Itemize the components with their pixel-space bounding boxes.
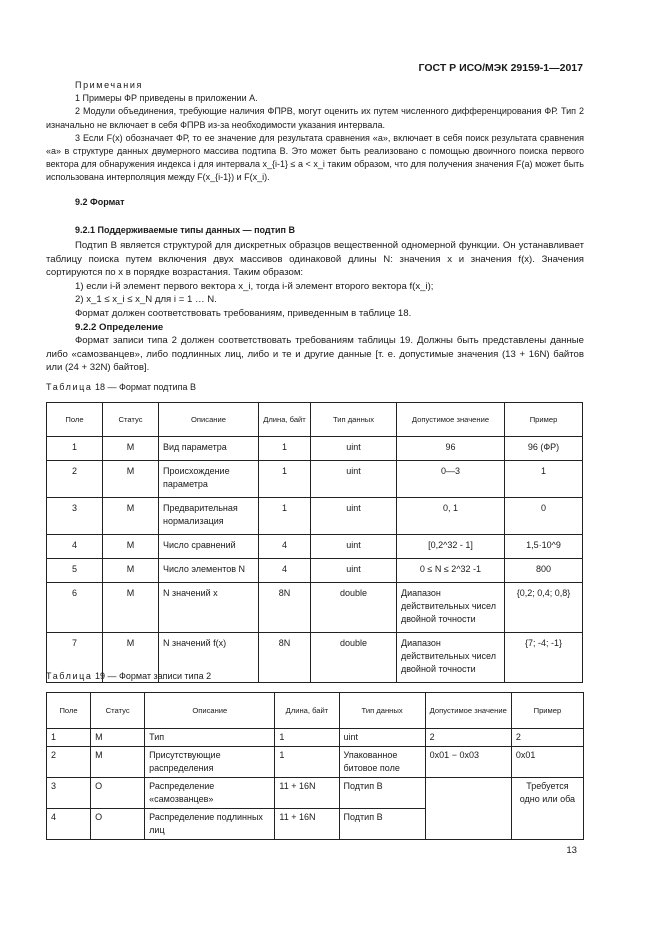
table-cell: [0,2^32 - 1] <box>397 535 505 559</box>
table-cell: 0 ≤ N ≤ 2^32 -1 <box>397 559 505 583</box>
table-cell: 800 <box>505 559 583 583</box>
table-row <box>47 461 583 498</box>
table-row <box>47 437 583 461</box>
caption-prefix: Таблица <box>46 382 93 392</box>
t18-header-description: Описание <box>159 403 259 437</box>
table-cell: N значений x <box>159 583 259 633</box>
table-cell: 0—3 <box>397 461 505 498</box>
table-cell: M <box>103 437 159 461</box>
table-cell: 1 <box>259 498 311 535</box>
table-cell: M <box>103 633 159 683</box>
document-header: ГОСТ Р ИСО/МЭК 29159-1—2017 <box>418 62 583 74</box>
t19-header-status: Статус <box>91 693 145 729</box>
table-cell: Присутствующие распределения <box>145 747 275 778</box>
list-item-1: 1) если i-й элемент первого вектора x_i, тогда i-й элемент второго вектора f(x_i); <box>75 280 434 292</box>
caption-prefix: Таблица <box>46 671 93 681</box>
table-row <box>47 778 584 809</box>
table-cell: {7; -4; -1} <box>505 633 583 683</box>
t19-header-description: Описание <box>145 693 275 729</box>
table-row <box>47 535 583 559</box>
table-cell: N значений f(x) <box>159 633 259 683</box>
table-cell: uint <box>311 559 397 583</box>
table-cell: 8N <box>259 633 311 683</box>
table-cell: 1 <box>275 747 339 778</box>
table-cell: uint <box>311 498 397 535</box>
table-cell: 11 + 16N <box>275 778 339 809</box>
table-cell: 1 <box>275 729 339 747</box>
table-cell: O <box>91 778 145 809</box>
t19-header-datatype: Тип данных <box>339 693 425 729</box>
t18-header-datatype: Тип данных <box>311 403 397 437</box>
table-cell: 2 <box>47 747 91 778</box>
section-9-2-heading: 9.2 Формат <box>75 197 125 207</box>
table-cell: 4 <box>47 535 103 559</box>
table-cell: Упакованное битовое поле <box>339 747 425 778</box>
t19-header-field: Поле <box>47 693 91 729</box>
table-cell: M <box>103 535 159 559</box>
table-cell: Число элементов N <box>159 559 259 583</box>
table-cell: M <box>103 461 159 498</box>
list-item-2: 2) x_1 ≤ x_i ≤ x_N для i = 1 … N. <box>75 294 217 306</box>
table-cell: Вид параметра <box>159 437 259 461</box>
table-cell: 4 <box>259 559 311 583</box>
t18-header-allowed: Допустимое значение <box>397 403 505 437</box>
table-cell: Требуется одно или оба <box>511 778 583 840</box>
table-cell: 1 <box>47 437 103 461</box>
paragraph-record-type2: Формат записи типа 2 должен соответствовать требованиям таблицы 19. Должны быть представлены данные либо «самозванцев», либо подлинных лиц, либо и те и другие данные [т. е. допустимые значения (13 + 16N) байтов или (24 + 32N) байтов]. <box>46 335 584 374</box>
table-cell: M <box>103 498 159 535</box>
note-2: 2 Модули объединения, требующие наличия ФПРВ, могут оценить их путем численного дифференцирования ФР. Тип 2 изначально не включает в себя ФПРВ из-за необходимости указания интервала. <box>46 106 584 130</box>
table-cell: 11 + 16N <box>275 809 339 840</box>
paragraph-format-req: Формат должен соответствовать требованиям, приведенным в таблице 18. <box>75 307 412 319</box>
table-cell: M <box>91 747 145 778</box>
t19-header-allowed: Допустимое значение <box>425 693 511 729</box>
table-cell: 4 <box>259 535 311 559</box>
caption-text: 18 — Формат подтипа B <box>95 382 196 392</box>
table-cell: Распределение подлинных лиц <box>145 809 275 840</box>
table-18 <box>46 402 583 683</box>
table-cell: 1 <box>47 729 91 747</box>
table-cell: O <box>91 809 145 840</box>
caption-text: 19 — Формат записи типа 2 <box>95 671 212 681</box>
table-cell: 3 <box>47 778 91 809</box>
table-cell: 5 <box>47 559 103 583</box>
table-cell: Происхождение параметра <box>159 461 259 498</box>
note-3: 3 Если F(x) обозначает ФР, то ее значение для результата сравнения «a», включает в себя поиск результата сравнения «a» в структуре данных двумерного массива подтипа B. Это может быть реализовано с помощью двоичного поиска первого вектора для обнаружения индекса i для интервала x_{i-1} ≤ a < x_i таким образом, что для получения значения F(a) может быть использована интерполяция между F(x_{i-1}) и F(x_i). <box>46 132 584 183</box>
table-cell: 8N <box>259 583 311 633</box>
table-cell: Предварительная нормализация <box>159 498 259 535</box>
t19-header-length: Длина, байт <box>275 693 339 729</box>
section-body <box>46 239 584 375</box>
table-row <box>47 729 584 747</box>
notes-block <box>46 79 584 185</box>
table-cell: 96 <box>397 437 505 461</box>
table-cell: 0x01 − 0x03 <box>425 747 511 778</box>
table-19-caption <box>46 671 211 681</box>
table-cell: M <box>103 583 159 633</box>
table-row <box>47 747 584 778</box>
table-cell: 4 <box>47 809 91 840</box>
table-row <box>47 559 583 583</box>
table-cell: 1,5·10^9 <box>505 535 583 559</box>
table-cell: double <box>311 633 397 683</box>
table-cell: uint <box>311 461 397 498</box>
t19-header-example: Пример <box>511 693 583 729</box>
table-cell: M <box>91 729 145 747</box>
table-cell: double <box>311 583 397 633</box>
t18-header-length: Длина, байт <box>259 403 311 437</box>
table-cell: 1 <box>259 437 311 461</box>
table-cell: Число сравнений <box>159 535 259 559</box>
table-cell: 1 <box>505 461 583 498</box>
table-cell: 96 (ФР) <box>505 437 583 461</box>
table-row <box>47 498 583 535</box>
table-cell: Тип <box>145 729 275 747</box>
section-9-2-1-heading: 9.2.1 Поддерживаемые типы данных — подтип B <box>75 225 295 235</box>
table-cell: 0x01 <box>511 747 583 778</box>
table-19 <box>46 692 584 840</box>
table-cell: 6 <box>47 583 103 633</box>
paragraph-subtype-b: Подтип B является структурой для дискретных образцов вещественной одномерной функции. Он устанавливает таблицу поиска путем включения двух массивов одинаковой длины N: значения x и значения f(x). Значения сортируются по x в порядке возрастания. Таким образом: <box>46 240 584 279</box>
section-9-2-2-heading: 9.2.2 Определение <box>75 321 164 333</box>
table-cell: uint <box>339 729 425 747</box>
table-cell: Подтип B <box>339 809 425 840</box>
table-cell: 2 <box>425 729 511 747</box>
table-18-caption <box>46 382 196 392</box>
table-cell: Диапазон действительных чисел двойной точности <box>397 583 505 633</box>
page-number: 13 <box>566 845 577 856</box>
t18-header-status: Статус <box>103 403 159 437</box>
table-cell: Распределение «самозванцев» <box>145 778 275 809</box>
notes-title: Примечания <box>75 80 143 90</box>
t18-header-field: Поле <box>47 403 103 437</box>
table-cell: 2 <box>511 729 583 747</box>
table-cell <box>425 778 511 840</box>
table-cell: M <box>103 559 159 583</box>
table-cell: uint <box>311 535 397 559</box>
note-1: 1 Примеры ФР приведены в приложении А. <box>75 93 258 104</box>
table-cell: Подтип B <box>339 778 425 809</box>
table-cell: Диапазон действительных чисел двойной точности <box>397 633 505 683</box>
table-cell: uint <box>311 437 397 461</box>
table-cell: 0 <box>505 498 583 535</box>
table-cell: {0,2; 0,4; 0,8} <box>505 583 583 633</box>
table-cell: 2 <box>47 461 103 498</box>
table-cell: 1 <box>259 461 311 498</box>
table-row <box>47 583 583 633</box>
table-cell: 3 <box>47 498 103 535</box>
table-cell: 0, 1 <box>397 498 505 535</box>
table-cell: 7 <box>47 633 103 683</box>
t18-header-example: Пример <box>505 403 583 437</box>
